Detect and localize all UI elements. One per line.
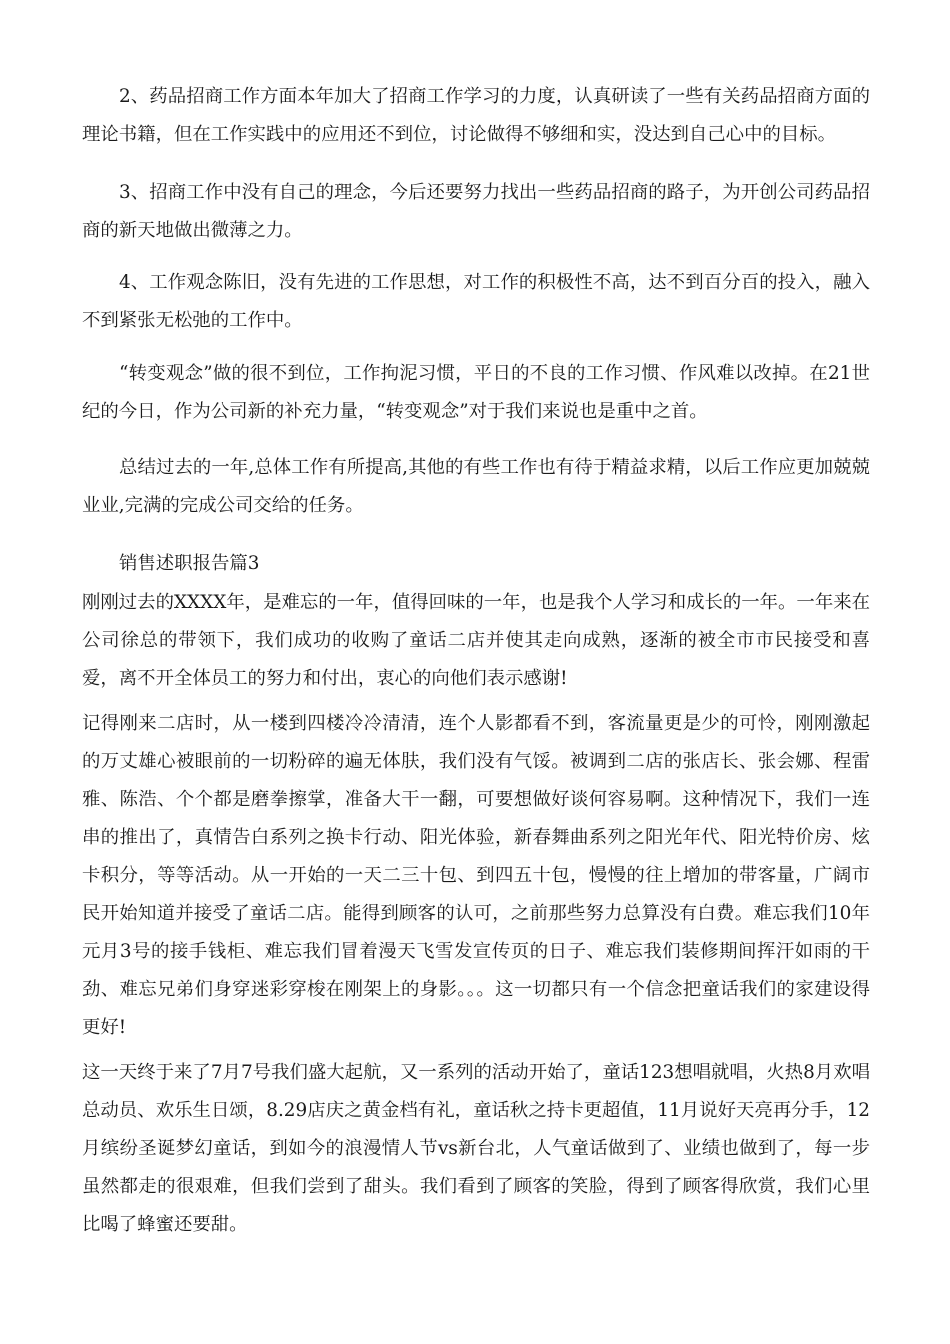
paragraph-item-3: 3、招商工作中没有自己的理念，今后还要努力找出一些药品招商的路子，为开创公司药品招商的新天地做出微薄之力。 — [82, 182, 870, 241]
paragraph-change-mindset: “转变观念”做的很不到位，工作拘泥习惯，平日的不良的工作习惯、作风难以改掉。在21世纪的今日，作为公司新的补充力量，“转变观念”对于我们来说也是重中之首。 — [82, 363, 870, 422]
paragraph-item-4: 4、工作观念陈旧，没有先进的工作思想，对工作的积极性不高，达不到百分百的投入，融入不到紧张无松弛的工作中。 — [82, 272, 870, 331]
paragraph-second-store-history: 记得刚来二店时，从一楼到四楼冷冷清清，连个人影都看不到，客流量更是少的可怜，刚刚激起的万丈雄心被眼前的一切粉碎的遍无体肤，我们没有气馁。被调到二店的张店长、张会娜、程雷雅、陈浩、个个都是磨拳擦掌，准备大干一翻，可要想做好谈何容易啊。这种情况下，我们一连串的推出了，真情告白系列之换卡行动、阳光体验，新春舞曲系列之阳光年代、阳光特价房、炫卡积分，等等活动。从一开始的一天二三十包、到四五十包，慢慢的往上增加的带客量，广阔市民开始知道并接受了童话二店。能得到顾客的认可，之前那些努力总算没有白费。难忘我们10年元月3号的接手钱柜、难忘我们冒着漫天飞雪发宣传页的日子、难忘我们装修期间挥汗如雨的干劲、难忘兄弟们身穿迷彩穿梭在刚架上的身影。。。这一切都只有一个信念把童话我们的家建设得更好! — [82, 713, 870, 1038]
paragraph-item-2: 2、药品招商工作方面本年加大了招商工作学习的力度，认真研读了一些有关药品招商方面的理论书籍，但在工作实践中的应用还不到位，讨论做得不够细和实，没达到自己心中的目标。 — [82, 86, 870, 145]
paragraph-summary: 总结过去的一年,总体工作有所提高,其他的有些工作也有待于精益求精，以后工作应更加兢兢业业,完满的完成公司交给的任务。 — [82, 457, 870, 516]
paragraph-launch-events: 这一天终于来了7月7号我们盛大起航，又一系列的活动开始了，童话123想唱就唱，火热8月欢唱总动员、欢乐生日颂，8.29店庆之黄金档有礼，童话秋之持卡更超值，11月说好天亮再分手，12月缤纷圣诞梦幻童话，到如今的浪漫情人节vs新台北，人气童话做到了、业绩也做到了，每一步虽然都走的很艰难，但我们尝到了甜头。我们看到了顾客的笑脸，得到了顾客得欣赏，我们心里比喝了蜂蜜还要甜。 — [82, 1062, 870, 1235]
section-heading: 销售述职报告篇3 — [119, 553, 260, 574]
paragraph-year-review: 刚刚过去的XXXX年，是难忘的一年，值得回味的一年，也是我个人学习和成长的一年。一年来在公司徐总的带领下，我们成功的收购了童话二店并使其走向成熟，逐渐的被全市市民接受和喜爱，离不开全体员工的努力和付出，衷心的向他们表示感谢! — [82, 592, 870, 689]
